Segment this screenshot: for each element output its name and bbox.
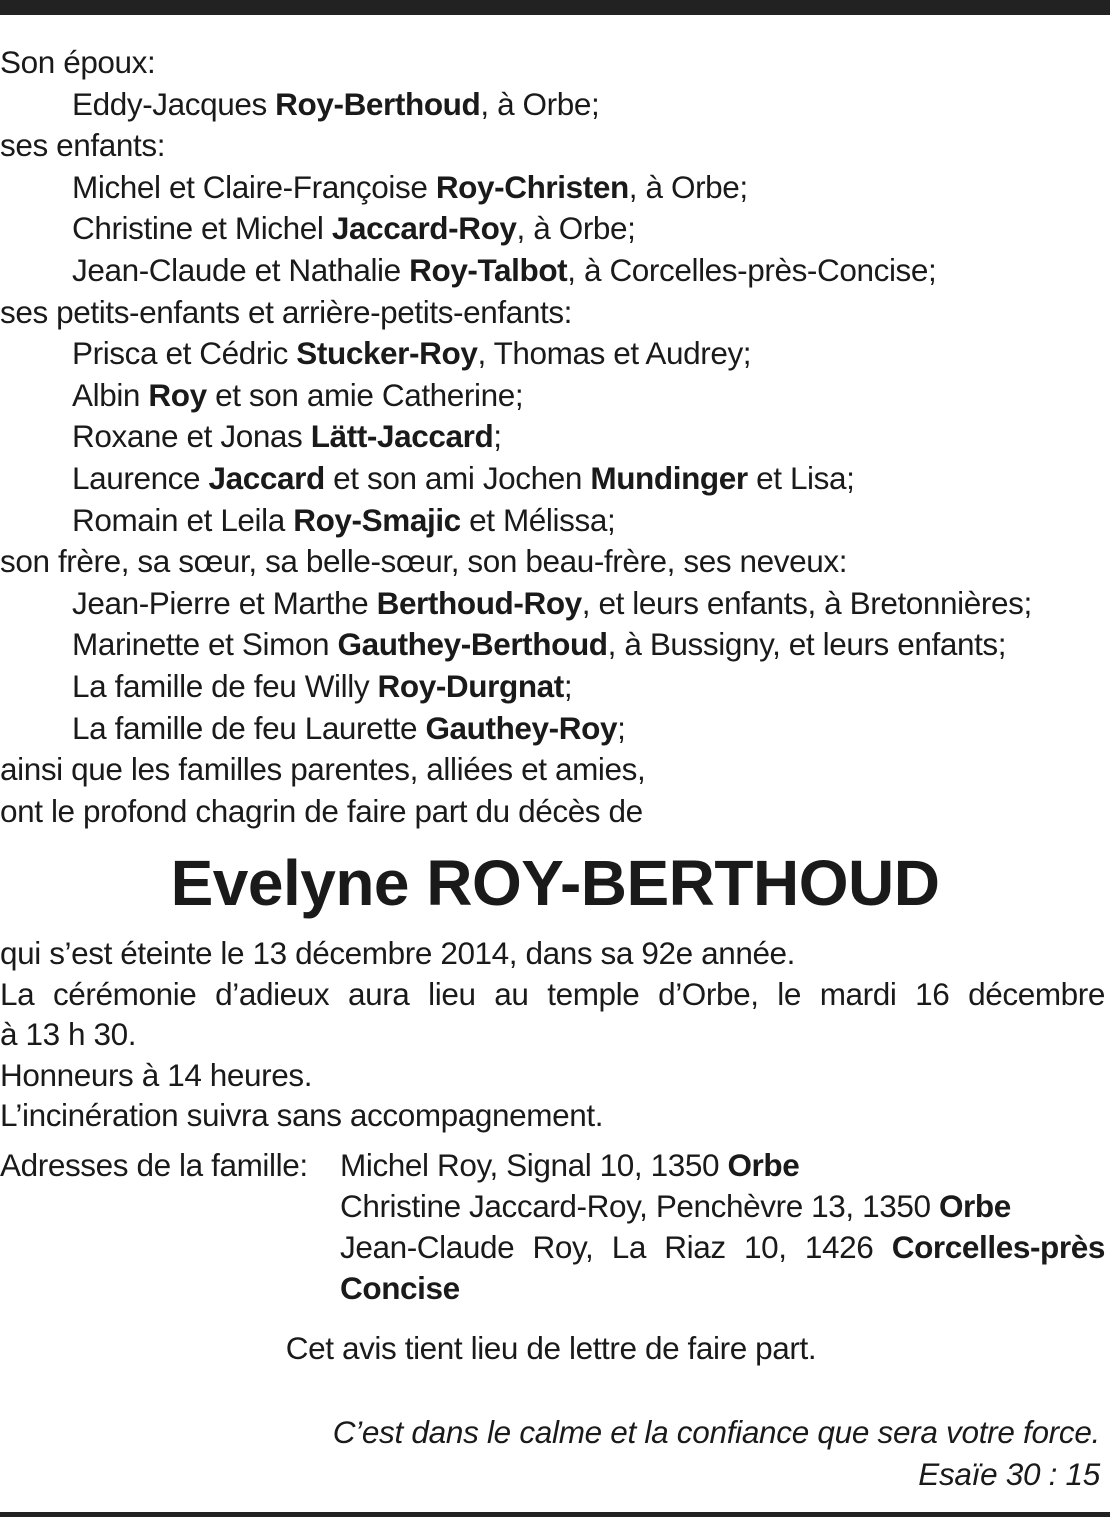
address-text [340, 1186, 1105, 1227]
text: Laurence [72, 459, 209, 496]
honours-line: Honneurs à 14 heures. [0, 1056, 313, 1093]
death-details [0, 933, 1105, 1136]
text: Christine et Michel [72, 210, 332, 247]
text: et son ami Jochen [324, 459, 591, 496]
bible-verse [333, 1411, 1100, 1495]
address-text [340, 1145, 1105, 1186]
text: Michel et Claire-Françoise [72, 168, 436, 205]
text: La famille de feu Willy [72, 667, 378, 704]
address-row [0, 1186, 1105, 1227]
text: La famille de feu Laurette [72, 709, 426, 746]
siblings-intro: son frère, sa sœur, sa belle-sœur, son beau-frère, ses neveux: [0, 543, 848, 580]
text: , à Orbe; [516, 210, 636, 247]
surname: Lätt-Jaccard [310, 418, 494, 455]
child-line [0, 250, 1110, 292]
children-intro: ses enfants: [0, 127, 166, 164]
child-line [0, 208, 1110, 250]
surname: Roy-Smajic [293, 501, 461, 538]
notice [0, 1327, 1110, 1369]
surname: Roy-Talbot [409, 251, 568, 288]
grandchild-line [0, 500, 1110, 542]
top-rule [0, 0, 1110, 15]
text: Roxane et Jonas [72, 418, 311, 455]
surname: Berthoud-Roy [376, 584, 582, 621]
text: Jean-Claude et Nathalie [72, 251, 410, 288]
grandchild-line [0, 375, 1110, 417]
text: , à Orbe; [480, 85, 600, 122]
address-row [0, 1268, 1105, 1309]
text: Eddy-Jacques [72, 85, 276, 122]
ceremony-line: La cérémonie d’adieux aura lieu au temple d’Orbe, le mardi 16 décembre [0, 975, 1105, 1012]
text: ; [563, 667, 573, 704]
surname: Mundinger [590, 459, 748, 496]
surname: Stucker-Roy [296, 335, 478, 372]
text: , à Orbe; [628, 168, 748, 205]
surname: Jaccard-Roy [331, 210, 517, 247]
surname: Jaccard [208, 459, 325, 496]
text: ; [617, 709, 626, 746]
address-row [0, 1145, 1105, 1186]
surname: Roy-Durgnat [377, 667, 564, 704]
surname: Roy-Christen [435, 168, 629, 205]
indent [0, 1186, 340, 1227]
text: et Mélissa; [460, 501, 616, 538]
closing-line: ainsi que les familles parentes, alliées et amies, [0, 751, 646, 788]
text: , à Bussigny, et leurs enfants; [607, 626, 1007, 663]
family-list [0, 42, 1110, 832]
surname: Roy-Berthoud [275, 85, 481, 122]
death-date: qui s’est éteinte le 13 décembre 2014, dans sa 92e année. [0, 935, 796, 971]
text: et Lisa; [747, 459, 855, 496]
notice-text: Cet avis tient lieu de lettre de faire part. [285, 1330, 817, 1366]
closing-line: ont le profond chagrin de faire part du décès de [0, 792, 643, 829]
address-text [340, 1268, 1105, 1309]
grandchild-line [0, 333, 1110, 375]
deceased-name: Evelyne ROY-BERTHOUD [170, 847, 940, 919]
surname: Gauthey-Berthoud [337, 626, 608, 663]
sibling-line [0, 583, 1110, 625]
text: Michel Roy, Signal 10, 1350 [340, 1147, 728, 1183]
city: Orbe [938, 1188, 1011, 1224]
sibling-line [0, 708, 1110, 750]
verse-text: C’est dans le calme et la confiance que sera votre force. [332, 1414, 1100, 1450]
text: Christine Jaccard-Roy, Penchèvre 13, 1350 [340, 1188, 939, 1224]
grandchildren-intro: ses petits-enfants et arrière-petits-enfants: [0, 293, 573, 330]
bottom-rule [0, 1512, 1110, 1517]
text: , à Corcelles-près-Concise; [567, 251, 937, 288]
addresses-label: Adresses de la famille: [0, 1147, 308, 1183]
text: Albin [72, 376, 149, 413]
indent [0, 1227, 340, 1268]
address-text [340, 1227, 1105, 1268]
ceremony-time: à 13 h 30. [0, 1016, 137, 1052]
text: Marinette et Simon [72, 626, 338, 663]
spouse-intro: Son époux: [0, 44, 156, 80]
text: , et leurs enfants, à Bretonnières; [581, 584, 1032, 621]
surname: Roy [148, 376, 207, 413]
address-row [0, 1227, 1105, 1268]
text: ; [493, 418, 502, 455]
grandchild-line [0, 458, 1110, 500]
sibling-line [0, 666, 1110, 708]
child-line [0, 167, 1110, 209]
city: Orbe [727, 1147, 800, 1183]
text: , Thomas et Audrey; [477, 335, 752, 372]
verse-reference: Esaïe 30 : 15 [918, 1456, 1100, 1492]
text: et son amie Catherine; [206, 376, 524, 413]
surname: Gauthey-Roy [425, 709, 618, 746]
text: Prisca et Cédric [72, 335, 297, 372]
text: Jean-Claude Roy, La Riaz 10, 1426 [340, 1229, 892, 1265]
indent [0, 1268, 340, 1309]
spouse-line [0, 84, 1110, 126]
family-addresses [0, 1145, 1105, 1309]
city: Corcelles-près [891, 1229, 1105, 1265]
city: Concise [340, 1270, 460, 1306]
cremation-line: L’incinération suivra sans accompagnement. [0, 1097, 604, 1133]
grandchild-line [0, 416, 1110, 458]
sibling-line [0, 624, 1110, 666]
text: Romain et Leila [72, 501, 294, 538]
text: Jean-Pierre et Marthe [72, 584, 377, 621]
